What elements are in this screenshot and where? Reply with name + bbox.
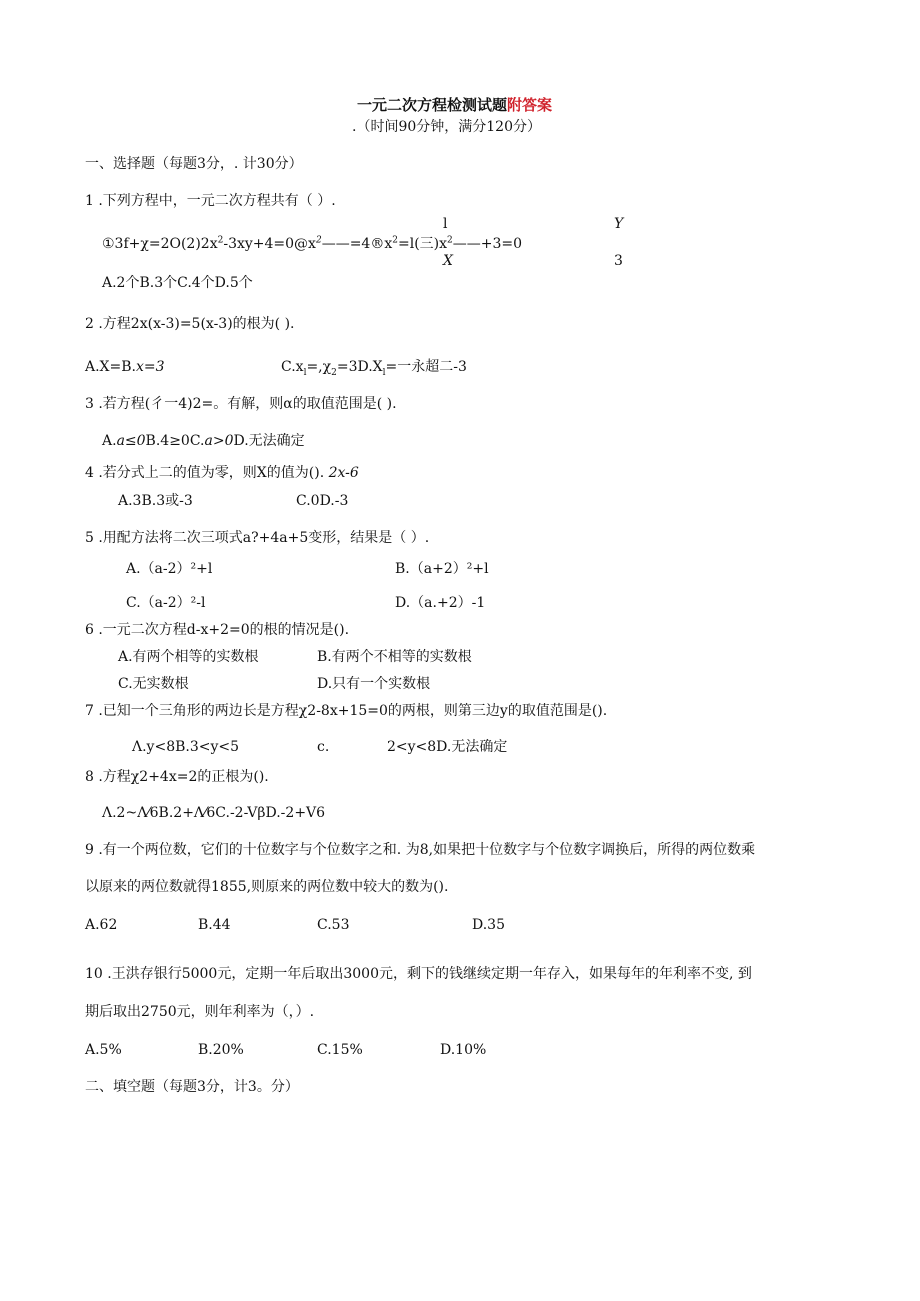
question-4-option-cd: C.0D.-3	[296, 493, 349, 509]
question-10-stem-line1: 10 .王洪存银行5000元，定期一年后取出3000元，剩下的钱继续定期一年存入，如果每年的年利率不变, 到	[85, 966, 752, 982]
question-7-stem: 7 .已知一个三角形的两边长是方程χ2-8x+15=0的两根，则第三边y的取值范围是().	[85, 703, 608, 719]
question-6-option-a: A.有两个相等的实数根	[118, 649, 259, 665]
section-heading-fill-in: 二、填空题（每题3分，计3。分）	[85, 1079, 299, 1095]
q1-frac2-den: 3	[614, 253, 623, 269]
question-6-option-c: C.无实数根	[118, 676, 189, 692]
question-8-stem: 8 .方程χ2+4x=2的正根为().	[85, 769, 269, 785]
question-10-option-b: B.20%	[198, 1042, 244, 1058]
title-suffix: 附答案	[507, 96, 553, 114]
question-5-option-d: D.（a.+2）-1	[395, 595, 486, 611]
question-1-expressions: $①3f+\chi=2O(2)2x^2-3xy+4=0@x^2——=4®x^2=l$(三)$x^2——+3=0$	[102, 235, 523, 252]
question-10-option-a: A.5%	[85, 1042, 122, 1058]
question-2-option-cd: $C.x_l=,\chi_2=3D.X_l=$一永超二-3	[281, 359, 467, 378]
question-1-stem: 1 .下列方程中，一元二次方程共有（ ）.	[85, 193, 336, 209]
question-7-option-c-label: c.	[317, 739, 330, 755]
question-9-option-b: B.44	[198, 917, 231, 933]
question-3-stem: 3 .若方程(彳一4)2=。有解，则α的取值范围是( ).	[85, 396, 397, 412]
question-6-stem: 6 .一元二次方程d-x+2=0的根的情况是().	[85, 622, 350, 638]
question-8-options: Λ.2~Λ⁄6B.2+Λ⁄6C.-2-VβD.-2+V6	[102, 805, 326, 821]
q1-frac1-num: l	[443, 216, 448, 232]
page-subtitle: .（时间90分钟，满分120分）	[352, 119, 541, 135]
q1-frac1-den: X	[443, 253, 453, 269]
question-9-stem-line1: 9 .有一个两位数，它们的十位数字与个位数字之和. 为8,如果把十位数字与个位数字调换后，所得的两位数乘	[85, 842, 756, 858]
question-9-option-d: D.35	[472, 917, 505, 933]
question-5-option-b: B.（a+2）²+l	[395, 561, 489, 577]
section-heading-choice: 一、选择题（每题3分，. 计30分）	[85, 156, 303, 172]
question-4-stem: 4 .若分式上二的值为零，则X的值为(). 2x-6	[85, 465, 359, 481]
question-7-option-cd: 2<y<8D.无法确定	[387, 739, 508, 755]
question-9-option-c: C.53	[317, 917, 350, 933]
question-10-option-d: D.10%	[440, 1042, 487, 1058]
question-10-stem-line2: 期后取出2750元，则年利率为（，）.	[85, 1004, 315, 1020]
q1-frac2-num: Y	[614, 216, 624, 232]
question-5-stem: 5 .用配方法将二次三项式a?+4a+5变形，结果是（ ）.	[85, 530, 430, 546]
question-6-option-b: B.有两个不相等的实数根	[317, 649, 472, 665]
question-3-options: A.a≤0B.4≥0C.a>0D.无法确定	[102, 433, 305, 449]
question-10-option-c: C.15%	[317, 1042, 363, 1058]
title-main: 一元二次方程检测试题	[357, 96, 508, 114]
question-5-option-a: A.（a-2）²+l	[126, 561, 213, 577]
question-2-option-ab: A.X=B.x=3	[85, 359, 165, 375]
question-9-option-a: A.62	[85, 917, 118, 933]
question-9-stem-line2: 以原来的两位数就得1855,则原来的两位数中较大的数为().	[85, 879, 449, 895]
question-2-stem: 2 .方程2x(x-3)=5(x-3)的根为( ).	[85, 316, 295, 332]
question-1-options: A.2个B.3个C.4个D.5个	[102, 275, 253, 291]
question-5-option-c: C.（a-2）²-l	[126, 595, 206, 611]
page-title	[357, 98, 552, 113]
question-7-option-ab: Λ.y<8B.3<y<5	[132, 739, 240, 755]
question-4-option-ab: A.3B.3或-3	[118, 493, 193, 509]
question-6-option-d: D.只有一个实数根	[317, 676, 431, 692]
